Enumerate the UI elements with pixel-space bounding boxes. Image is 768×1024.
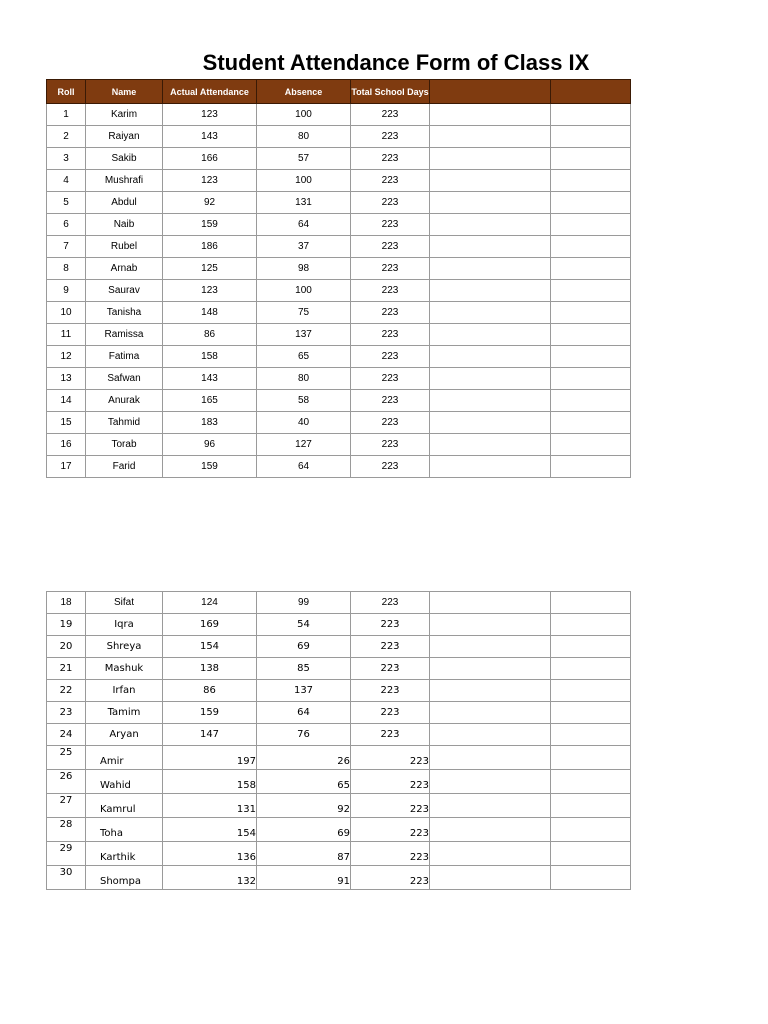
attendance-cell: 169 [163,614,257,636]
header-name: Name [86,80,163,104]
empty-cell [551,842,631,866]
table-row [47,390,631,412]
roll-cell: 1 [47,104,86,126]
empty-cell [551,346,631,368]
empty-cell [551,258,631,280]
roll-cell: 13 [47,368,86,390]
empty-cell [430,346,551,368]
empty-cell [551,866,631,890]
attendance-cell: 143 [163,126,257,148]
empty-cell [551,702,631,724]
attendance-cell: 96 [163,434,257,456]
header-actual-attendance: Actual Attendance [163,80,257,104]
name-cell: Aryan [86,724,163,746]
name-cell: Amir [86,746,163,770]
name-cell: Karim [86,104,163,126]
roll-cell: 17 [47,456,86,478]
attendance-cell: 123 [163,280,257,302]
empty-cell [430,368,551,390]
empty-cell [551,214,631,236]
roll-cell: 5 [47,192,86,214]
absence-cell: 85 [257,658,351,680]
empty-cell [551,148,631,170]
table-row [47,794,631,818]
roll-cell: 25 [47,746,86,770]
name-cell: Tamim [86,702,163,724]
attendance-cell: 147 [163,724,257,746]
absence-cell: 57 [257,148,351,170]
total-days-cell: 223 [351,412,430,434]
total-days-cell: 223 [351,658,430,680]
empty-cell [551,614,631,636]
empty-cell [430,236,551,258]
name-cell: Karthik [86,842,163,866]
empty-cell [430,390,551,412]
attendance-cell: 86 [163,680,257,702]
roll-cell: 11 [47,324,86,346]
table-row [47,346,631,368]
total-days-cell: 223 [351,324,430,346]
empty-cell [551,794,631,818]
total-days-cell: 223 [351,702,430,724]
absence-cell: 100 [257,104,351,126]
name-cell: Kamrul [86,794,163,818]
roll-cell: 27 [47,794,86,818]
empty-cell [430,170,551,192]
empty-cell [551,680,631,702]
empty-cell [551,770,631,794]
attendance-cell: 158 [163,346,257,368]
attendance-cell: 159 [163,456,257,478]
attendance-cell: 148 [163,302,257,324]
attendance-cell: 124 [163,592,257,614]
name-cell: Tahmid [86,412,163,434]
empty-cell [430,636,551,658]
name-cell: Rubel [86,236,163,258]
empty-cell [551,368,631,390]
attendance-cell: 123 [163,104,257,126]
absence-cell: 137 [257,680,351,702]
absence-cell: 100 [257,280,351,302]
empty-cell [551,302,631,324]
empty-cell [430,192,551,214]
absence-cell: 131 [257,192,351,214]
total-days-cell: 223 [351,724,430,746]
roll-cell: 20 [47,636,86,658]
total-days-cell: 223 [351,346,430,368]
table-row [47,592,631,614]
attendance-cell: 159 [163,702,257,724]
name-cell: Mashuk [86,658,163,680]
attendance-cell: 186 [163,236,257,258]
empty-cell [551,724,631,746]
attendance-cell: 123 [163,170,257,192]
name-cell: Abdul [86,192,163,214]
table-row [47,702,631,724]
roll-cell: 21 [47,658,86,680]
empty-cell [430,258,551,280]
table-row [47,818,631,842]
table-row [47,658,631,680]
table-row [47,770,631,794]
empty-cell [551,104,631,126]
absence-cell: 40 [257,412,351,434]
empty-cell [430,794,551,818]
header-empty-1 [430,80,551,104]
total-days-cell: 223 [351,236,430,258]
table-row [47,456,631,478]
empty-cell [551,592,631,614]
empty-cell [430,126,551,148]
name-cell: Arnab [86,258,163,280]
table-row [47,412,631,434]
name-cell: Sifat [86,592,163,614]
empty-cell [430,770,551,794]
page-title: Student Attendance Form of Class IX [202,50,590,75]
attendance-cell: 154 [163,636,257,658]
absence-cell: 65 [257,770,351,794]
header-row [47,80,631,104]
absence-cell: 37 [257,236,351,258]
absence-cell: 75 [257,302,351,324]
name-cell: Mushrafi [86,170,163,192]
attendance-cell: 158 [163,770,257,794]
absence-cell: 65 [257,346,351,368]
table-row [47,214,631,236]
roll-cell: 28 [47,818,86,842]
empty-cell [430,680,551,702]
absence-cell: 137 [257,324,351,346]
name-cell: Wahid [86,770,163,794]
table-row [47,126,631,148]
empty-cell [430,104,551,126]
total-days-cell: 223 [351,818,430,842]
empty-cell [551,280,631,302]
name-cell: Anurak [86,390,163,412]
attendance-cell: 92 [163,192,257,214]
table-row [47,636,631,658]
roll-cell: 15 [47,412,86,434]
table-row [47,192,631,214]
table-row [47,368,631,390]
empty-cell [551,456,631,478]
name-cell: Sakib [86,148,163,170]
table-row [47,236,631,258]
total-days-cell: 223 [351,636,430,658]
empty-cell [551,170,631,192]
total-days-cell: 223 [351,390,430,412]
name-cell: Toha [86,818,163,842]
roll-cell: 10 [47,302,86,324]
total-days-cell: 223 [351,126,430,148]
total-days-cell: 223 [351,866,430,890]
roll-cell: 22 [47,680,86,702]
roll-cell: 3 [47,148,86,170]
roll-cell: 19 [47,614,86,636]
roll-cell: 23 [47,702,86,724]
table-row [47,434,631,456]
absence-cell: 127 [257,434,351,456]
total-days-cell: 223 [351,214,430,236]
table-row [47,258,631,280]
roll-cell: 24 [47,724,86,746]
attendance-cell: 125 [163,258,257,280]
roll-cell: 8 [47,258,86,280]
empty-cell [430,842,551,866]
attendance-table-part-2 [46,591,631,890]
empty-cell [551,324,631,346]
empty-cell [430,324,551,346]
absence-cell: 91 [257,866,351,890]
total-days-cell: 223 [351,280,430,302]
empty-cell [430,280,551,302]
absence-cell: 92 [257,794,351,818]
attendance-cell: 154 [163,818,257,842]
name-cell: Naib [86,214,163,236]
attendance-cell: 86 [163,324,257,346]
empty-cell [430,724,551,746]
empty-cell [551,192,631,214]
attendance-cell: 132 [163,866,257,890]
attendance-cell: 197 [163,746,257,770]
absence-cell: 69 [257,636,351,658]
absence-cell: 100 [257,170,351,192]
absence-cell: 99 [257,592,351,614]
attendance-cell: 165 [163,390,257,412]
roll-cell: 9 [47,280,86,302]
attendance-cell: 166 [163,148,257,170]
empty-cell [430,592,551,614]
absence-cell: 69 [257,818,351,842]
empty-cell [551,126,631,148]
name-cell: Raiyan [86,126,163,148]
total-days-cell: 223 [351,456,430,478]
table-row [47,280,631,302]
roll-cell: 2 [47,126,86,148]
name-cell: Irfan [86,680,163,702]
empty-cell [430,702,551,724]
total-days-cell: 223 [351,170,430,192]
empty-cell [430,614,551,636]
absence-cell: 87 [257,842,351,866]
roll-cell: 16 [47,434,86,456]
name-cell: Saurav [86,280,163,302]
table-row [47,324,631,346]
roll-cell: 7 [47,236,86,258]
absence-cell: 98 [257,258,351,280]
total-days-cell: 223 [351,434,430,456]
table-row [47,724,631,746]
attendance-cell: 143 [163,368,257,390]
name-cell: Safwan [86,368,163,390]
attendance-cell: 159 [163,214,257,236]
roll-cell: 12 [47,346,86,368]
header-roll: Roll [47,80,86,104]
name-cell: Fatima [86,346,163,368]
table-row [47,866,631,890]
absence-cell: 64 [257,214,351,236]
total-days-cell: 223 [351,148,430,170]
empty-cell [551,636,631,658]
absence-cell: 54 [257,614,351,636]
roll-cell: 29 [47,842,86,866]
roll-cell: 30 [47,866,86,890]
table-row [47,746,631,770]
attendance-cell: 131 [163,794,257,818]
name-cell: Shreya [86,636,163,658]
name-cell: Farid [86,456,163,478]
absence-cell: 76 [257,724,351,746]
empty-cell [430,658,551,680]
table-row [47,148,631,170]
total-days-cell: 223 [351,368,430,390]
absence-cell: 64 [257,456,351,478]
total-days-cell: 223 [351,614,430,636]
absence-cell: 58 [257,390,351,412]
total-days-cell: 223 [351,192,430,214]
empty-cell [430,412,551,434]
roll-cell: 6 [47,214,86,236]
empty-cell [551,236,631,258]
total-days-cell: 223 [351,258,430,280]
attendance-cell: 183 [163,412,257,434]
total-days-cell: 223 [351,592,430,614]
attendance-table-part-1 [46,79,631,478]
absence-cell: 80 [257,368,351,390]
name-cell: Ramissa [86,324,163,346]
empty-cell [430,866,551,890]
empty-cell [430,148,551,170]
total-days-cell: 223 [351,746,430,770]
total-days-cell: 223 [351,302,430,324]
total-days-cell: 223 [351,680,430,702]
attendance-cell: 138 [163,658,257,680]
total-days-cell: 223 [351,770,430,794]
table-row [47,842,631,866]
attendance-cell: 136 [163,842,257,866]
roll-cell: 26 [47,770,86,794]
header-total-school-days: Total School Days [351,80,430,104]
total-days-cell: 223 [351,104,430,126]
name-cell: Torab [86,434,163,456]
empty-cell [430,456,551,478]
empty-cell [551,658,631,680]
total-days-cell: 223 [351,842,430,866]
empty-cell [551,390,631,412]
absence-cell: 64 [257,702,351,724]
empty-cell [430,434,551,456]
table-row [47,614,631,636]
absence-cell: 26 [257,746,351,770]
roll-cell: 14 [47,390,86,412]
total-days-cell: 223 [351,794,430,818]
header-empty-2 [551,80,631,104]
empty-cell [430,818,551,842]
absence-cell: 80 [257,126,351,148]
name-cell: Iqra [86,614,163,636]
name-cell: Shompa [86,866,163,890]
header-absence: Absence [257,80,351,104]
empty-cell [430,214,551,236]
table-row [47,104,631,126]
name-cell: Tanisha [86,302,163,324]
empty-cell [430,302,551,324]
empty-cell [430,746,551,770]
empty-cell [551,818,631,842]
empty-cell [551,746,631,770]
roll-cell: 18 [47,592,86,614]
roll-cell: 4 [47,170,86,192]
empty-cell [551,412,631,434]
empty-cell [551,434,631,456]
table-row [47,170,631,192]
table-row [47,680,631,702]
table-row [47,302,631,324]
